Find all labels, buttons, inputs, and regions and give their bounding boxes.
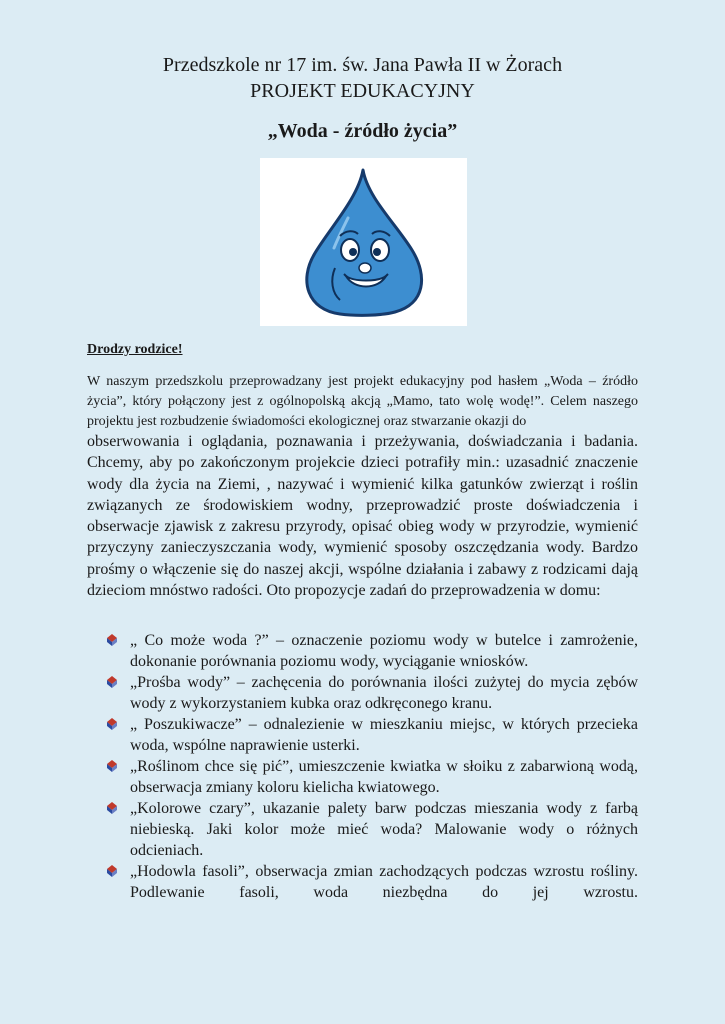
list-bullet-icon xyxy=(105,759,119,773)
project-title: „Woda - źródło życia” xyxy=(267,120,458,142)
task-text: „Prośba wody” – zachęcenia do porównania ilości zużytej do mycia zębów wody z wykorzystaniem kubka oraz odkręconego kranu. xyxy=(130,674,638,712)
list-item xyxy=(105,714,638,756)
task-text: „Roślinom chce się pić”, umieszczenie kwiatka w słoiku z zabarwioną wodą, obserwacja zmiany koloru kielicha kwiatowego. xyxy=(130,758,638,796)
list-bullet-icon xyxy=(105,633,119,647)
greeting-heading: Drodzy rodzice! xyxy=(87,342,183,357)
body-paragraph: obserwowania i oglądania, poznawania i przeżywania, doświadczania i badania. Chcemy, aby po zakończonym projekcie dzieci potrafiły min.: uzasadnić znaczenie wody dla życia na Ziemi, , nazywać i wymienić kilka gatunków zwierząt i roślin związanych ze środowiskiem wodny, przeprowadzić proste doświadczenia i obserwacje zjawisk z zakresu przyrody, opisać obieg wody w przyrodzie, wymienić przyczyny zanieczyszczania wody, wymienić sposoby oszczędzania wody. Bardzo prośmy o włączenie się do naszej akcji, wspólne działania i zabawy z rodzicami dają dzieciom mnóstwo radości. Oto propozycje zadań do przeprowadzenia w domu: xyxy=(87,433,638,600)
task-text: „ Poszukiwacze” – odnalezienie w mieszkaniu miejsc, w których przecieka woda, wspólne naprawienie usterki. xyxy=(130,716,638,754)
task-text: „ Co może woda ?” – oznaczenie poziomu wody w butelce i zamrożenie, dokonanie porównania poziomu wody, wyciąganie wniosków. xyxy=(130,632,638,670)
list-bullet-icon xyxy=(105,801,119,815)
project-label: PROJEKT EDUKACYJNY xyxy=(250,80,475,102)
water-drop-face-icon xyxy=(260,158,467,326)
list-item xyxy=(105,861,638,903)
intro-paragraph: W naszym przedszkolu przeprowadzany jest projekt edukacyjny pod hasłem „Woda – źródło życia”, który połączony jest z ogólnopolską akcją „Mamo, tato wolę wodę!”. Celem naszego projektu jest rozbudzenie świadomości ekologicznej oraz stwarzanie okazji do xyxy=(87,374,638,429)
water-drop-illustration xyxy=(260,158,467,326)
list-item xyxy=(105,672,638,714)
list-item xyxy=(105,756,638,798)
list-bullet-icon xyxy=(105,864,119,878)
task-text: „Hodowla fasoli”, obserwacja zmian zachodzących podczas wzrostu rośliny. Podlewanie fasoli, woda niezbędna do jej wzrostu. xyxy=(130,863,638,901)
task-list xyxy=(105,630,638,903)
list-item xyxy=(105,798,638,861)
list-bullet-icon xyxy=(105,717,119,731)
task-text: „Kolorowe czary”, ukazanie palety barw podczas mieszania wody z farbą niebieską. Jaki kolor może mieć woda? Malowanie wody o różnych odcieniach. xyxy=(130,800,638,859)
school-name: Przedszkole nr 17 im. św. Jana Pawła II w Żorach xyxy=(162,54,563,76)
list-item xyxy=(105,630,638,672)
list-bullet-icon xyxy=(105,675,119,689)
